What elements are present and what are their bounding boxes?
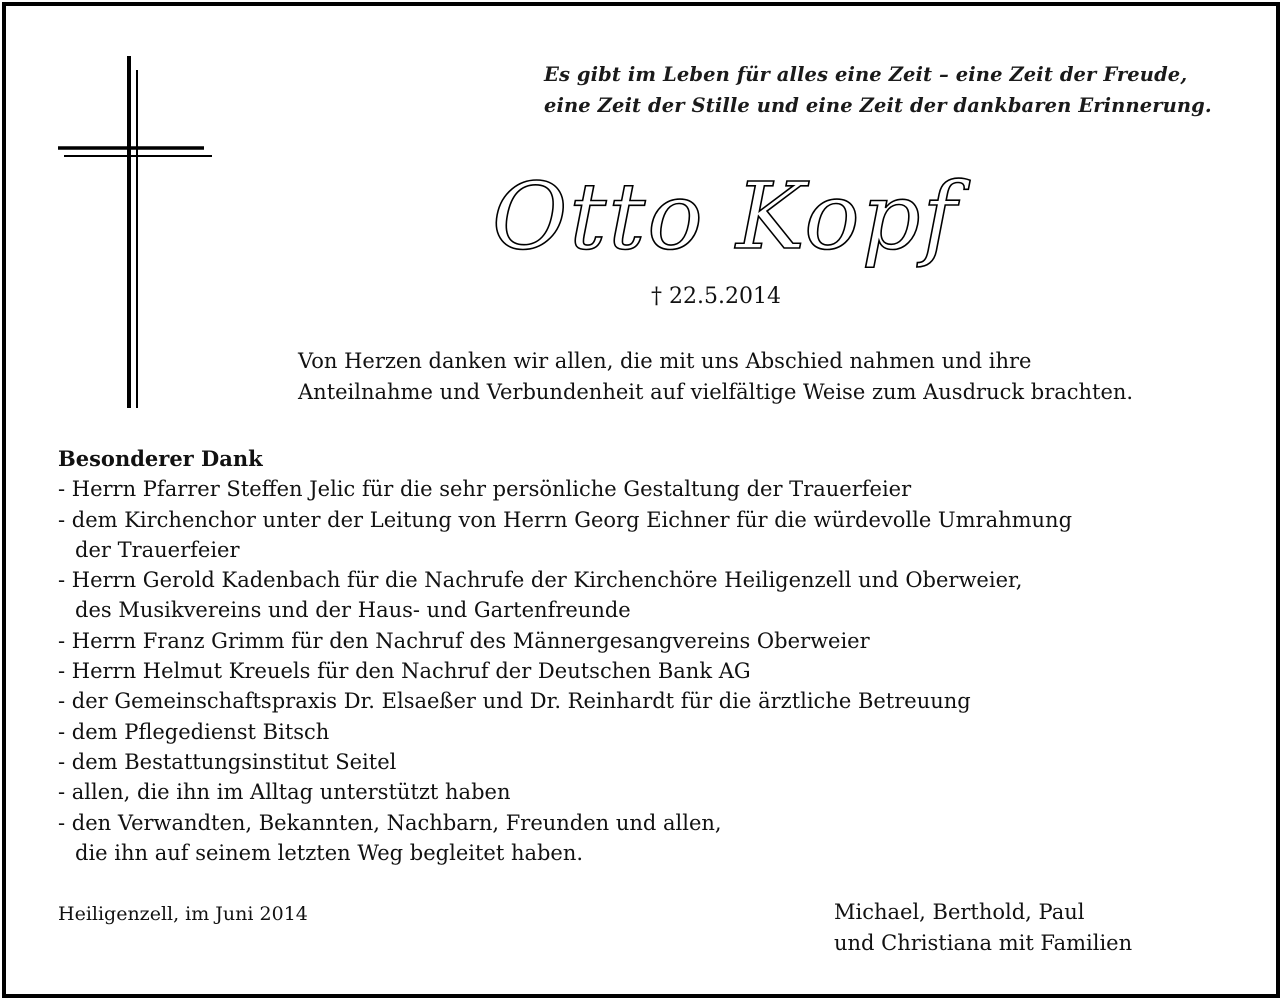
death-date: † 22.5.2014 [651,284,781,309]
list-item-continuation: der Trauerfeier [75,537,240,562]
list-item [58,626,1258,656]
list-item [58,565,1258,626]
deceased-name [486,156,1006,281]
list-item-line: - den Verwandten, Bekannten, Nachbarn, Freunden und allen, [58,810,722,835]
thanks-intro-line-1: Von Herzen danken wir allen, die mit uns Abschied nahmen und ihre [298,349,1032,373]
deceased-name-text: Otto Kopf [492,163,959,270]
list-item-line: - Herrn Helmut Kreuels für den Nachruf der Deutschen Bank AG [58,659,751,684]
list-item [58,686,1258,716]
list-item-line: - Herrn Gerold Kadenbach für die Nachrufe der Kirchenchöre Heiligenzell und Oberweier, [58,568,1023,593]
list-item-line: - Herrn Franz Grimm für den Nachruf des Männergesangvereins Oberweier [58,628,870,653]
list-item [58,777,1258,807]
list-item-continuation: des Musikvereins und der Haus- und Gartenfreunde [75,598,631,623]
signers-line-2: und Christiana mit Familien [834,931,1133,955]
motto-line-2: eine Zeit der Stille und eine Zeit der dankbaren Erinnerung. [544,94,1212,117]
list-item-line: - der Gemeinschaftspraxis Dr. Elsaeßer und Dr. Reinhardt für die ärztliche Betreuung [58,689,971,714]
list-item [58,656,1258,686]
thanks-intro [298,346,1258,408]
list-item [58,747,1258,777]
obituary-notice [2,2,1280,998]
list-item-line: - dem Kirchenchor unter der Leitung von Herrn Georg Eichner für die würdevolle Umrahmung [58,507,1073,532]
special-thanks-heading: Besonderer Dank [58,446,263,471]
list-item-continuation: die ihn auf seinem letzten Weg begleitet haben. [75,840,584,865]
list-item-line: - dem Pflegedienst Bitsch [58,719,330,744]
list-item [58,717,1258,747]
list-item-line: - Herrn Pfarrer Steffen Jelic für die sehr persönliche Gestaltung der Trauerfeier [58,477,912,502]
signers-line-1: Michael, Berthold, Paul [834,900,1085,924]
special-thanks-section [58,444,1258,868]
list-item-line: - dem Bestattungsinstitut Seitel [58,749,397,774]
motto-quote [544,59,1264,121]
list-item-line: - allen, die ihn im Alltag unterstützt haben [58,780,511,805]
list-item [58,505,1258,566]
list-item [58,808,1258,869]
signers [834,897,1132,959]
motto-line-1: Es gibt im Leben für alles eine Zeit – eine Zeit der Freude, [544,63,1188,86]
special-thanks-list [58,474,1258,868]
list-item [58,474,1258,504]
thanks-intro-line-2: Anteilnahme und Verbundenheit auf vielfältige Weise zum Ausdruck brachten. [298,380,1134,404]
place-date: Heiligenzell, im Juni 2014 [58,903,308,925]
cross-icon [58,56,218,411]
